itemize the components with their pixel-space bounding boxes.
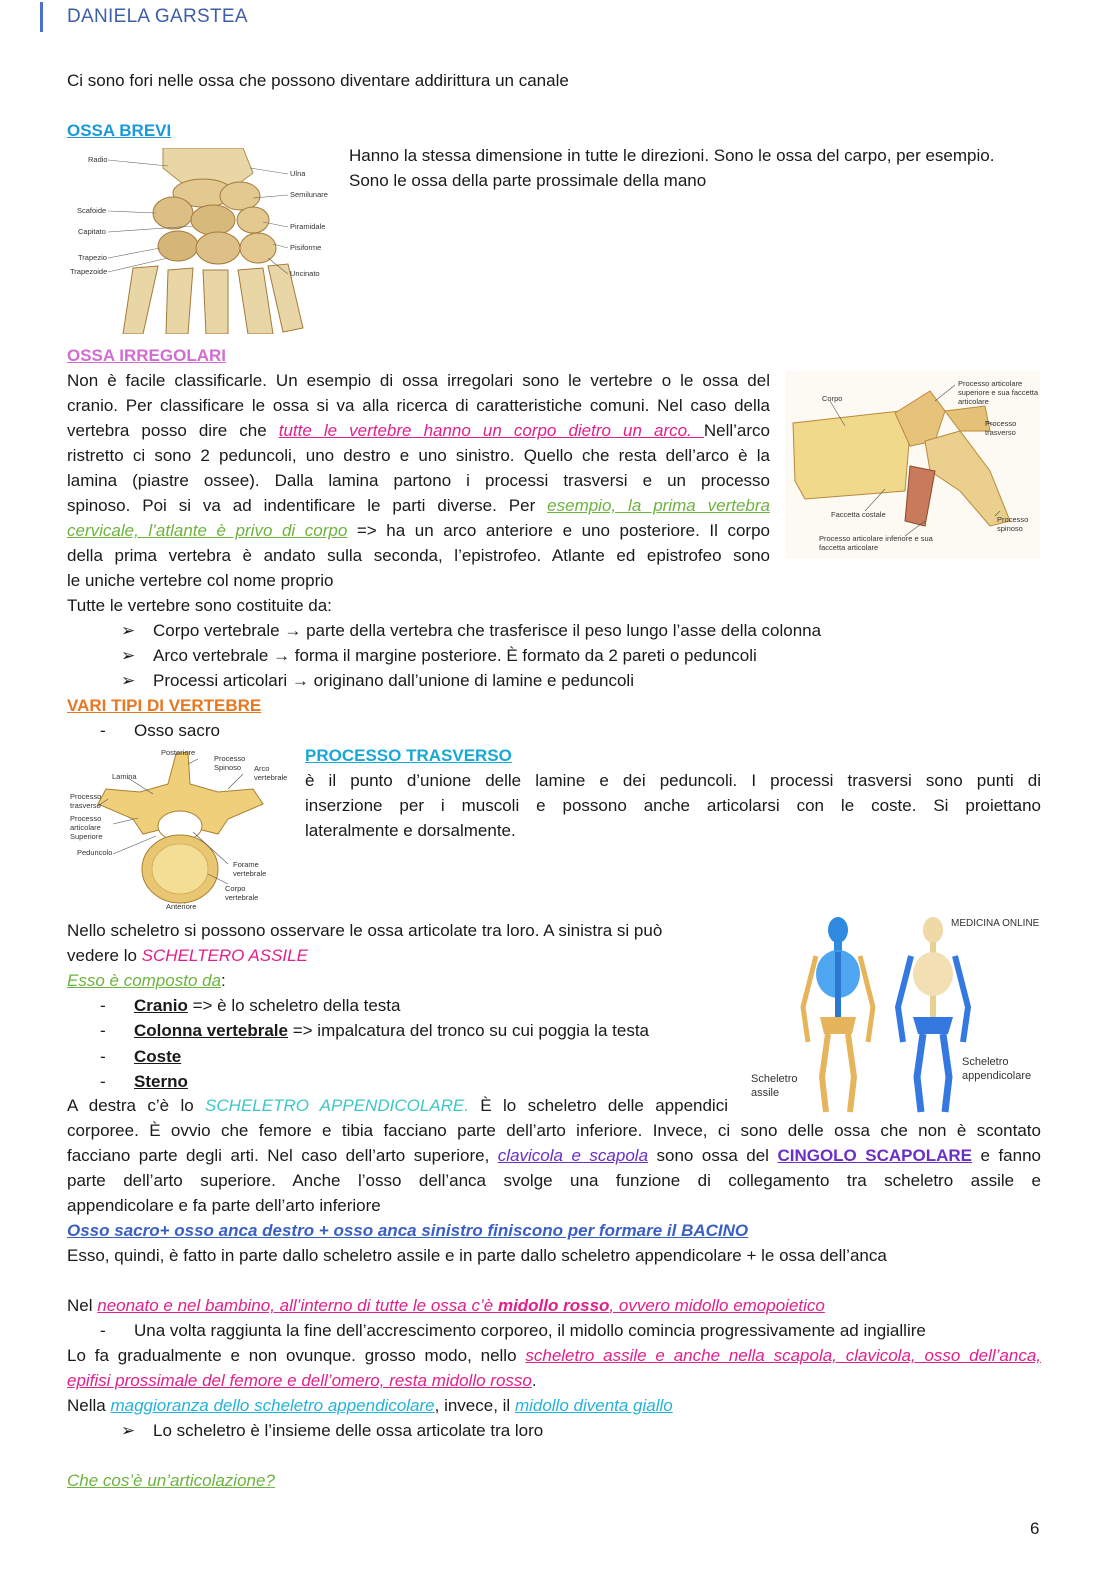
top-label-proc-trasverso: Processo trasverso	[70, 792, 102, 810]
carpal-label-capitato: Capitato	[78, 227, 106, 236]
processo-trasverso-line1: è il punto d’unione delle lamine e dei peduncoli. I processi trasversi sono punti di	[305, 771, 1041, 790]
intro-text: Ci sono fori nelle ossa che possono diventare addirittura un canale	[67, 71, 569, 90]
scheletro-line8: appendicolare e fa parte dell’arto inferiore	[67, 1196, 381, 1215]
top-label-lamina: Lamina	[112, 772, 137, 781]
top-label-proc-spinoso: Processo Spinoso	[214, 754, 246, 772]
scheletro-line3: Esso è composto da:	[67, 971, 226, 990]
midollo-line6: ➢ Lo scheletro è l’insieme delle ossa articolate tra loro	[121, 1421, 544, 1440]
ossa-irregolari-line5: lamina (piastre ossee). Dalla lamina partono i processi trasversi e un processo	[67, 471, 770, 490]
midollo-line3: Lo fa gradualmente e non ovunque. grosso modo, nello scheletro assile e anche nella scapola, clavicola, osso dell’anca,	[67, 1346, 1041, 1365]
midollo-line4: epifisi prossimale del femore e dell’omero, resta midollo rosso.	[67, 1371, 537, 1390]
carpal-label-semilunare: Semilunare	[290, 190, 328, 199]
top-label-proc-art-sup: Processo articolare Superiore	[70, 814, 103, 841]
ossa-irregolari-line7: cervicale, l’atlante è privo di corpo => ha un arco anteriore e uno posteriore. Il corpo	[67, 521, 771, 540]
midollo-line2: - Una volta raggiunta la fine dell’accrescimento corporeo, il midollo comincia progressivamente ad ingiallire	[100, 1321, 926, 1340]
medicina-online-logo: MEDICINA ONLINE	[951, 918, 1040, 929]
carpal-label-trapezio: Trapezio	[78, 253, 107, 262]
vertebre-part-item: ➢ Corpo vertebrale → parte della vertebra che trasferisce il peso lungo l’asse della colonna	[121, 621, 822, 640]
ossa-irregolari-line3: vertebra posso dire che tutte le vertebre hanno un corpo dietro un arco. Nell’arco	[67, 421, 770, 440]
vertebra-label-faccetta: Faccetta costale	[831, 510, 886, 519]
skeleton-figure	[748, 912, 1043, 1117]
osso-sacro-item: - Osso sacro	[100, 721, 220, 740]
ossa-irregolari-line1: Non è facile classificarle. Un esempio di ossa irregolari sono le vertebre o le ossa del	[67, 371, 770, 390]
vertebra-label-proc-inf: Processo articolare inferiore e sua faccetta articolare	[819, 534, 933, 552]
scheletro-line2: vedere lo SCHELTERO ASSILE	[67, 946, 308, 965]
carpal-label-scafoide: Scafoide	[77, 206, 107, 215]
midollo-line1: Nel neonato e nel bambino, all’interno di tutte le ossa c’è midollo rosso, ovvero midollo emopoietico	[67, 1296, 825, 1315]
carpal-label-piramidale: Piramidale	[290, 222, 326, 231]
top-label-posteriore: Posteriore	[161, 748, 196, 757]
vertebra-label-proc-spinoso: Processo spinoso	[997, 515, 1029, 533]
top-label-peduncolo: Peduncolo	[77, 848, 113, 857]
vertebra-lateral-figure	[785, 371, 1040, 559]
scheletro-assile-item: - Coste	[100, 1047, 182, 1066]
ossa-irregolari-line9: le uniche vertebre col nome proprio	[67, 571, 334, 590]
top-label-anteriore: Anteriore	[166, 902, 197, 911]
bacino-line: Osso sacro+ osso anca destro + osso anca sinistro finiscono per formare il BACINO	[67, 1221, 749, 1240]
scheletro-line5: corporee. È ovvio che femore e tibia facciano parte dell’arto inferiore. Invece, ci sono delle ossa che non è scontato	[67, 1121, 1041, 1140]
carpal-label-uncinato: Uncinato	[290, 269, 320, 278]
processo-trasverso-line2: inserzione per i muscoli e possono anche articolarsi con le coste. Si proiettano	[305, 796, 1041, 815]
scheletro-assile-item: - Cranio => è lo scheletro della testa	[100, 996, 401, 1015]
vertebra-top-figure	[68, 744, 290, 912]
vari-tipi-heading: VARI TIPI DI VERTEBRE	[67, 696, 262, 715]
scheletro-line4: A destra c’è lo SCHELETRO APPENDICOLARE. È lo scheletro delle appendici	[67, 1096, 728, 1115]
author-header: DANIELA GARSTEA	[67, 6, 248, 27]
top-label-corpo: Corpo vertebrale	[225, 884, 259, 902]
vertebre-parts-intro: Tutte le vertebre sono costituite da:	[67, 596, 332, 615]
corpo-arco-link: tutte le vertebre hanno un corpo dietro un arco.	[278, 421, 704, 440]
carpal-label-ulna: Ulna	[290, 169, 306, 178]
vertebra-label-corpo: Corpo	[822, 394, 843, 403]
carpal-label-radio: Radio	[88, 155, 108, 164]
ossa-brevi-line2: Sono le ossa della parte prossimale della mano	[349, 171, 707, 190]
page-number: 6	[1030, 1519, 1040, 1538]
top-label-arco: Arco vertebrale	[254, 764, 288, 782]
scheletro-assile-item: - Colonna vertebrale => impalcatura del tronco su cui poggia la testa	[100, 1021, 649, 1040]
vertebre-part-item: ➢ Processi articolari → originano dall’unione di lamine e peduncoli	[121, 671, 634, 690]
carpal-bones-figure	[68, 148, 333, 334]
ossa-irregolari-heading: OSSA IRREGOLARI	[67, 346, 226, 365]
scheletro-line6: facciano parte degli arti. Nel caso dell’arto superiore, clavicola e scapola sono ossa del CINGOLO SCAPOLARE e fanno	[67, 1146, 1041, 1165]
label-scheletro-appendicolare: Scheletro appendicolare	[962, 1056, 1032, 1082]
vertebre-part-item: ➢ Arco vertebrale → forma il margine posteriore. È formato da 2 pareti o peduncoli	[121, 646, 757, 665]
carpal-label-trapezoide: Trapezoide	[70, 267, 108, 276]
ossa-irregolari-line2: cranio. Per classificare le ossa si va alla ricerca di caratteristiche comuni. Nel caso della	[67, 396, 770, 415]
vertebra-label-proc-trasverso: Processo trasverso	[985, 419, 1017, 437]
ossa-brevi-line1: Hanno la stessa dimensione in tutte le direzioni. Sono le ossa del carpo, per esempio.	[349, 146, 995, 165]
scheletro-assile-item: - Sterno	[100, 1072, 188, 1091]
vertebra-label-proc-sup: Processo articolare superiore e sua faccetta articolare	[958, 379, 1039, 406]
scheletro-line7: parte dell’arto superiore. Anche l’osso dell’anca svolge una funzione di collegamento tra scheletro assile e	[67, 1171, 1041, 1190]
midollo-line5: Nella maggioranza dello scheletro appendicolare, invece, il midollo diventa giallo	[67, 1396, 673, 1415]
ossa-irregolari-line6: spinoso. Poi si va ad indentificare le parti diverse. Per esempio, la prima vertebra	[67, 496, 770, 515]
scheletro-line10: Esso, quindi, è fatto in parte dallo scheletro assile e in parte dallo scheletro appendicolare + le ossa dell’anca	[67, 1246, 887, 1265]
header-bar	[40, 2, 43, 32]
ossa-brevi-heading: OSSA BREVI	[67, 121, 172, 140]
top-label-forame: Forame vertebrale	[233, 860, 267, 878]
carpal-label-pisiforme: Pisiforme	[290, 243, 322, 252]
processo-trasverso-heading: PROCESSO TRASVERSO	[305, 746, 512, 765]
articolazione-question: Che cos’è un’articolazione?	[67, 1471, 275, 1490]
processo-trasverso-line3: lateralmente e dorsalmente.	[305, 821, 516, 840]
label-scheletro-assile: Scheletro assile	[751, 1073, 798, 1099]
scheletro-line1: Nello scheletro si possono osservare le ossa articolate tra loro. A sinistra si può	[67, 921, 663, 940]
ossa-irregolari-line8: della prima vertebra è andato sulla seconda, l’epistrofeo. Atlante ed epistrofeo sono	[67, 546, 770, 565]
ossa-irregolari-line4: ristretto ci sono 2 peduncoli, uno destro e uno sinistro. Quello che resta dell’arco è la	[67, 446, 770, 465]
